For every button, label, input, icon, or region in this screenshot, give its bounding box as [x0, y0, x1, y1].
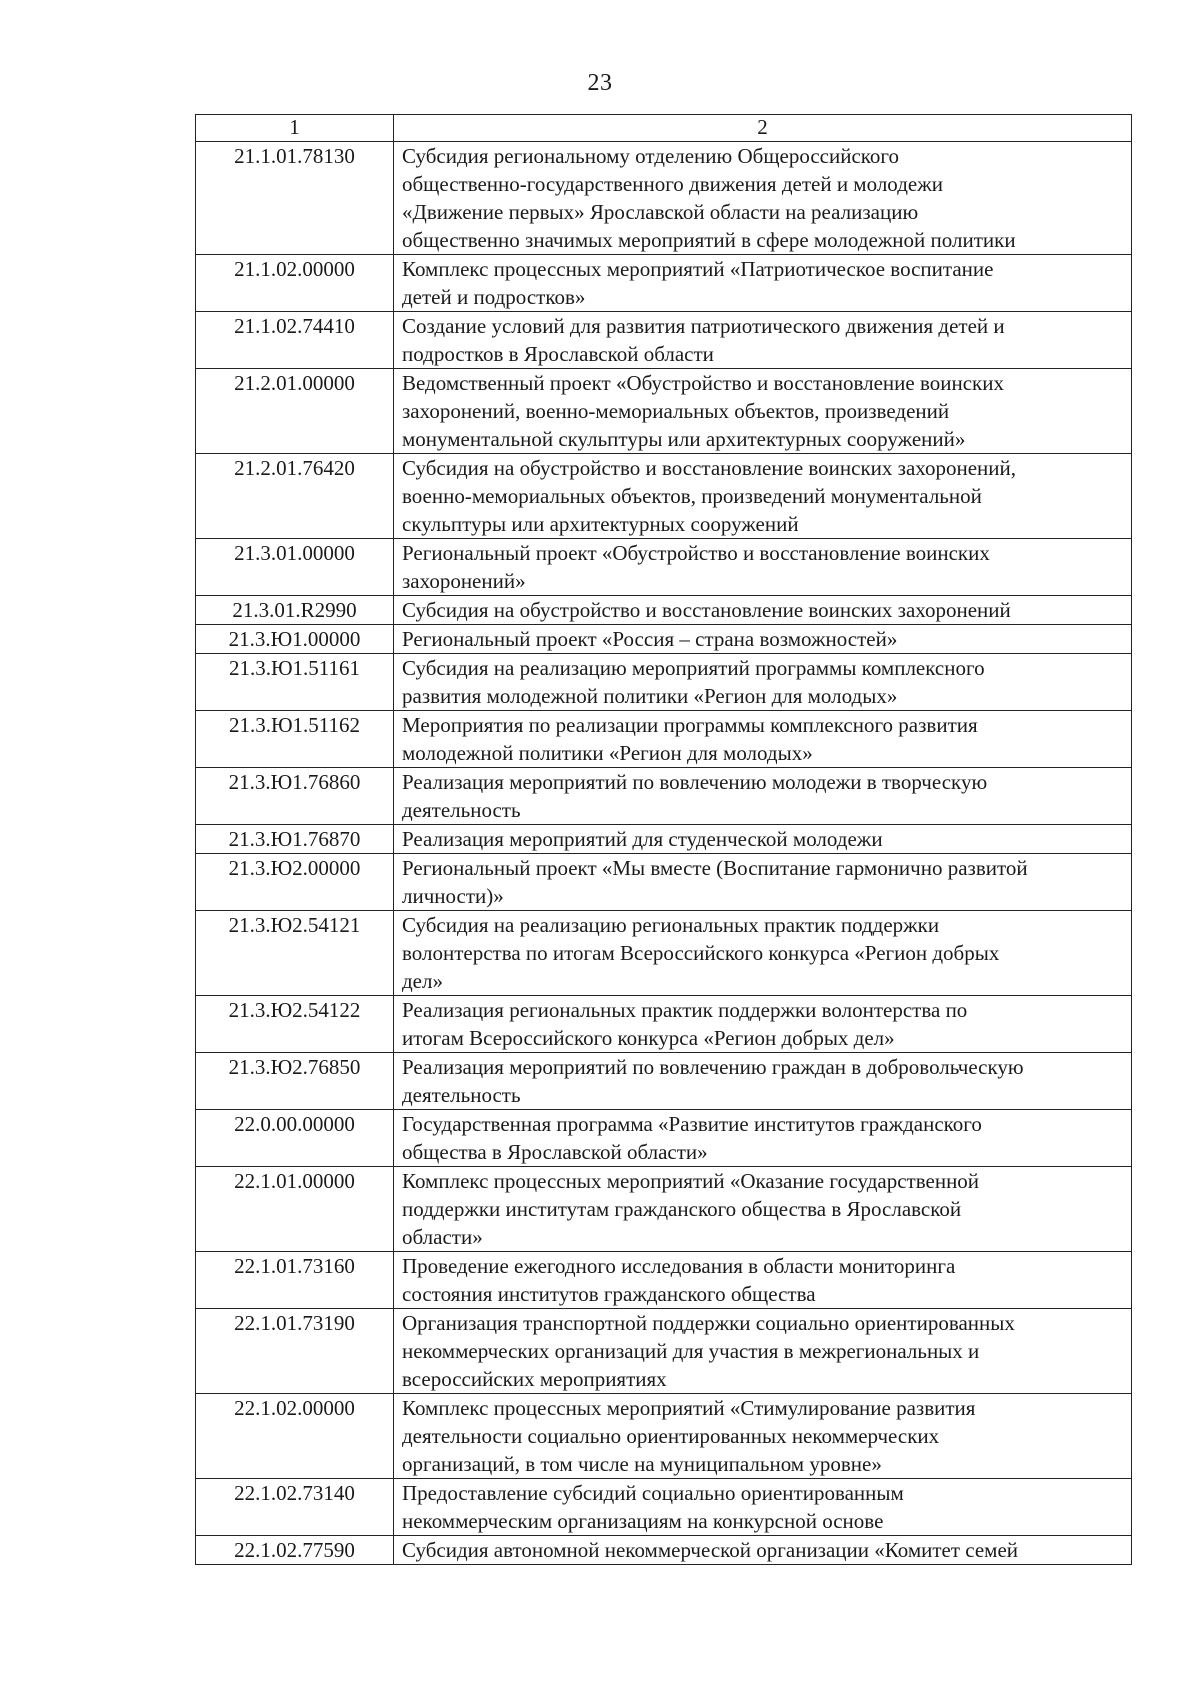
description-line: захоронений, военно-мемориальных объектов, произведений: [402, 399, 950, 423]
table-row: [196, 255, 1132, 312]
description-line: захоронений»: [402, 569, 526, 593]
description-line: Предоставление субсидий социально ориентированным: [402, 1481, 904, 1505]
table-row: [196, 312, 1132, 369]
row-description-cell: [394, 142, 1132, 255]
page-number: 23: [587, 70, 613, 96]
table-row: [196, 654, 1132, 711]
table-row: [196, 1394, 1132, 1479]
table-row: [196, 625, 1132, 654]
description-line: Организация транспортной поддержки социально ориентированных: [402, 1311, 1015, 1335]
row-description-cell: [394, 654, 1132, 711]
description-line: деятельность: [402, 1083, 521, 1107]
description-line: Реализация региональных практик поддержки волонтерства по: [402, 998, 968, 1022]
description-line: Мероприятия по реализации программы комплексного развития: [402, 713, 978, 737]
row-code-cell: 21.3.Ю1.51162: [196, 711, 394, 768]
row-code-cell: 21.3.Ю2.54122: [196, 996, 394, 1053]
row-code-cell: 22.1.02.77590: [196, 1536, 394, 1565]
description-line: Создание условий для развития патриотического движения детей и: [402, 314, 1005, 338]
row-description-cell: [394, 1479, 1132, 1536]
description-line: Региональный проект «Россия – страна возможностей»: [402, 627, 898, 651]
row-description-cell: [394, 1252, 1132, 1309]
description-line: развития молодежной политики «Регион для молодых»: [402, 684, 898, 708]
table-row: [196, 596, 1132, 625]
description-line: «Движение первых» Ярославской области на реализацию: [402, 200, 919, 224]
description-line: Комплекс процессных мероприятий «Стимулирование развития: [402, 1396, 976, 1420]
table-row: [196, 142, 1132, 255]
description-line: всероссийских мероприятиях: [402, 1367, 667, 1391]
description-line: подростков в Ярославской области: [402, 342, 714, 366]
row-description-cell: [394, 825, 1132, 854]
row-description-cell: [394, 854, 1132, 911]
description-line: дел»: [402, 969, 443, 993]
row-code-cell: 21.3.01.R2990: [196, 596, 394, 625]
table-row: [196, 454, 1132, 539]
description-line: Субсидия на обустройство и восстановление воинских захоронений,: [402, 456, 1016, 480]
row-description-cell: [394, 996, 1132, 1053]
row-code-cell: 21.3.Ю2.00000: [196, 854, 394, 911]
row-description-cell: [394, 454, 1132, 539]
table-row: [196, 825, 1132, 854]
table-row: [196, 1479, 1132, 1536]
description-line: Комплекс процессных мероприятий «Оказание государственной: [402, 1169, 980, 1193]
row-code-cell: 22.1.02.00000: [196, 1394, 394, 1479]
description-line: Субсидия автономной некоммерческой организации «Комитет семей: [402, 1538, 1019, 1562]
row-description-cell: [394, 768, 1132, 825]
row-code-cell: 21.2.01.76420: [196, 454, 394, 539]
description-line: общественно-государственного движения детей и молодежи: [402, 172, 943, 196]
table-row: [196, 854, 1132, 911]
table-header-row: [196, 115, 1132, 142]
description-line: волонтерства по итогам Всероссийского конкурса «Регион добрых: [402, 941, 1000, 965]
table-row: [196, 1309, 1132, 1394]
row-description-cell: [394, 1110, 1132, 1167]
row-description-cell: [394, 625, 1132, 654]
row-code-cell: 21.3.Ю1.51161: [196, 654, 394, 711]
row-code-cell: 21.2.01.00000: [196, 369, 394, 454]
description-line: состояния институтов гражданского общества: [402, 1282, 816, 1306]
row-description-cell: [394, 255, 1132, 312]
description-line: Реализация мероприятий по вовлечению граждан в добровольческую: [402, 1055, 1024, 1079]
description-line: личности)»: [402, 884, 504, 908]
row-description-cell: [394, 711, 1132, 768]
description-line: Субсидия на реализацию мероприятий программы комплексного: [402, 656, 985, 680]
description-line: Государственная программа «Развитие институтов гражданского: [402, 1112, 982, 1136]
table-row: [196, 1536, 1132, 1565]
row-code-cell: 21.3.Ю1.76860: [196, 768, 394, 825]
table-row: [196, 711, 1132, 768]
row-code-cell: 21.3.Ю1.00000: [196, 625, 394, 654]
description-line: итогам Всероссийского конкурса «Регион добрых дел»: [402, 1026, 895, 1050]
description-line: некоммерческих организаций для участия в межрегиональных и: [402, 1339, 980, 1363]
row-code-cell: 21.3.Ю1.76870: [196, 825, 394, 854]
row-code-cell: 21.3.Ю2.76850: [196, 1053, 394, 1110]
table-row: [196, 369, 1132, 454]
description-line: молодежной политики «Регион для молодых»: [402, 741, 813, 765]
description-line: деятельность: [402, 798, 521, 822]
row-description-cell: [394, 1536, 1132, 1565]
budget-classification-table: [195, 114, 1132, 1565]
table-row: [196, 1053, 1132, 1110]
column-header-code: 1: [196, 115, 394, 142]
description-line: Региональный проект «Мы вместе (Воспитание гармонично развитой: [402, 856, 1028, 880]
row-description-cell: [394, 312, 1132, 369]
row-code-cell: 22.0.00.00000: [196, 1110, 394, 1167]
row-code-cell: 22.1.01.73190: [196, 1309, 394, 1394]
description-line: скульптуры или архитектурных сооружений: [402, 512, 799, 536]
row-code-cell: 22.1.01.00000: [196, 1167, 394, 1252]
table-body: [196, 142, 1132, 1565]
row-description-cell: [394, 596, 1132, 625]
description-line: Региональный проект «Обустройство и восстановление воинских: [402, 541, 990, 565]
table-row: [196, 539, 1132, 596]
description-line: общественно значимых мероприятий в сфере молодежной политики: [402, 228, 1016, 252]
description-line: деятельности социально ориентированных некоммерческих: [402, 1424, 940, 1448]
row-description-cell: [394, 539, 1132, 596]
description-line: детей и подростков»: [402, 285, 586, 309]
row-code-cell: 21.1.02.74410: [196, 312, 394, 369]
row-code-cell: 21.1.02.00000: [196, 255, 394, 312]
row-code-cell: 21.1.01.78130: [196, 142, 394, 255]
description-line: Ведомственный проект «Обустройство и восстановление воинских: [402, 371, 1004, 395]
row-code-cell: 22.1.02.73140: [196, 1479, 394, 1536]
description-line: Субсидия региональному отделению Общероссийского: [402, 144, 900, 168]
row-description-cell: [394, 1394, 1132, 1479]
description-line: области»: [402, 1225, 483, 1249]
description-line: Проведение ежегодного исследования в области мониторинга: [402, 1254, 956, 1278]
description-line: некоммерческим организациям на конкурсной основе: [402, 1509, 884, 1533]
table-row: [196, 911, 1132, 996]
table-row: [196, 1167, 1132, 1252]
row-description-cell: [394, 1053, 1132, 1110]
description-line: Комплекс процессных мероприятий «Патриотическое воспитание: [402, 257, 994, 281]
description-line: монументальной скульптуры или архитектурных сооружений»: [402, 427, 966, 451]
description-line: организаций, в том числе на муниципальном уровне»: [402, 1452, 882, 1476]
description-line: Субсидия на обустройство и восстановление воинских захоронений: [402, 598, 1011, 622]
row-description-cell: [394, 1309, 1132, 1394]
table-row: [196, 1252, 1132, 1309]
description-line: Субсидия на реализацию региональных практик поддержки: [402, 913, 940, 937]
row-description-cell: [394, 1167, 1132, 1252]
row-code-cell: 22.1.01.73160: [196, 1252, 394, 1309]
description-line: общества в Ярославской области»: [402, 1140, 708, 1164]
row-description-cell: [394, 911, 1132, 996]
description-line: Реализация мероприятий для студенческой молодежи: [402, 827, 883, 851]
table-row: [196, 996, 1132, 1053]
description-line: поддержки институтам гражданского общества в Ярославской: [402, 1197, 962, 1221]
description-line: Реализация мероприятий по вовлечению молодежи в творческую: [402, 770, 988, 794]
table-row: [196, 768, 1132, 825]
column-header-description: 2: [394, 115, 1132, 142]
description-line: военно-мемориальных объектов, произведений монументальной: [402, 484, 982, 508]
table-row: [196, 1110, 1132, 1167]
row-code-cell: 21.3.Ю2.54121: [196, 911, 394, 996]
row-code-cell: 21.3.01.00000: [196, 539, 394, 596]
row-description-cell: [394, 369, 1132, 454]
